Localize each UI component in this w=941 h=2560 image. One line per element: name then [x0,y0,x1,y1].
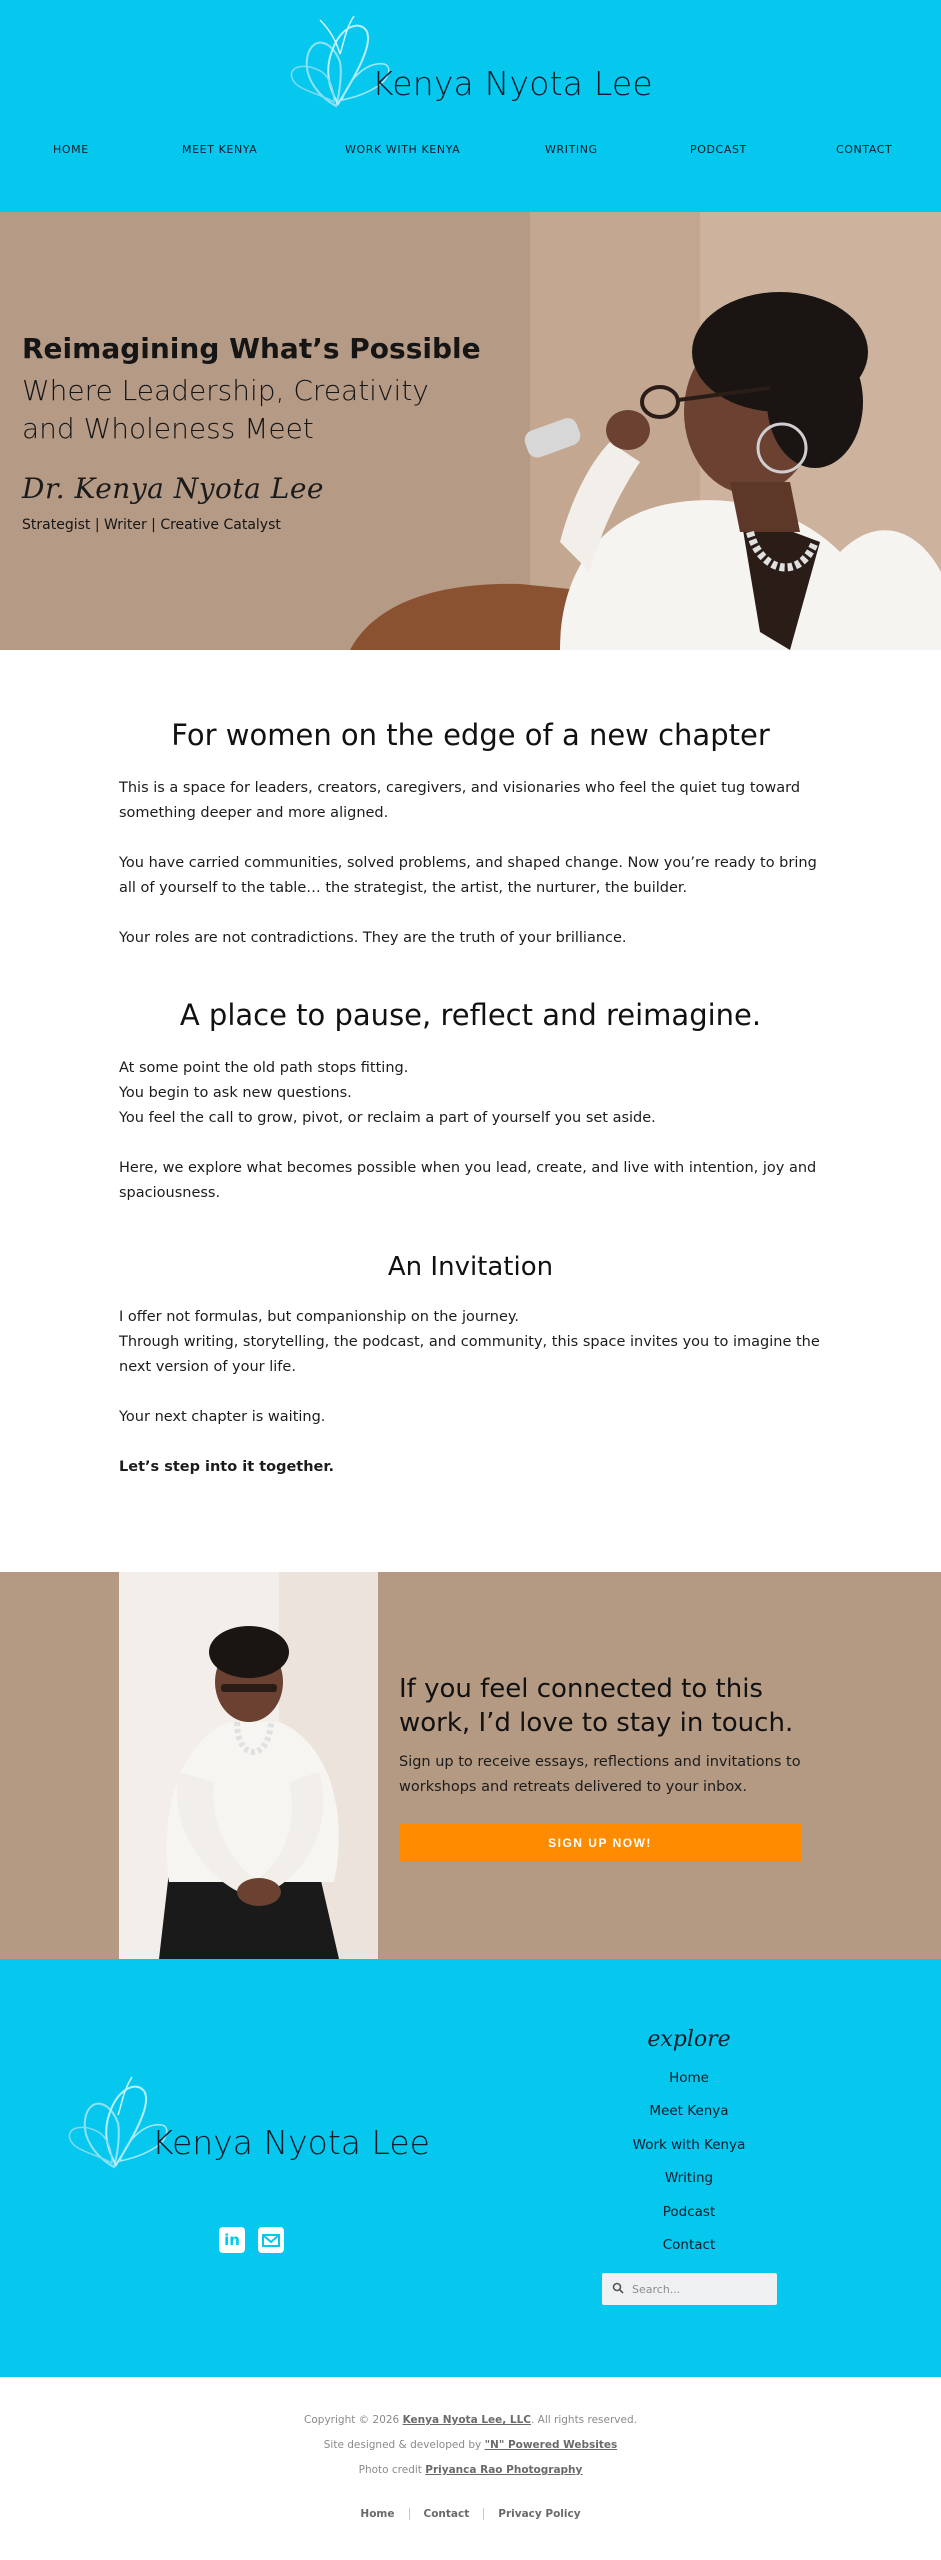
copyright-text: Copyright © 2026 [304,2414,403,2426]
paragraph: Here, we explore what becomes possible when you lead, create, and live with intention, joy and spaciousness. [119,1160,817,1201]
footer-link-podcast[interactable]: Podcast [662,2204,716,2220]
designer-credit [0,2439,941,2451]
hero-subtitle: Where Leadership, Creativity and Wholeness Meet [22,374,429,445]
photo-credit-link[interactable]: Priyanca Rao Photography [425,2464,583,2476]
bottom-nav-privacy[interactable]: Privacy Policy [498,2508,581,2520]
explore-heading: explore [647,2027,731,2052]
designer-text: Site designed & developed by [323,2439,485,2451]
section-heading-pause: A place to pause, reflect and reimagine. [179,998,762,1032]
bottom-nav-contact[interactable]: Contact [423,2508,470,2520]
footer-logo[interactable] [66,2067,446,2187]
hero-signature: Dr. Kenya Nyota Lee [22,472,324,505]
site-logo[interactable] [288,6,658,116]
portrait-photo [119,1572,378,1959]
footer-logo-text: Kenya Nyota Lee [152,2123,430,2162]
main-nav [0,143,941,161]
connect-section [0,1572,941,1959]
paragraph: You begin to ask new questions. [119,1085,352,1101]
linkedin-icon[interactable]: in [219,2227,245,2253]
bottom-nav-home[interactable]: Home [360,2508,395,2520]
email-icon[interactable] [258,2227,284,2253]
footer-link-home[interactable]: Home [669,2070,709,2086]
search-input[interactable] [632,2273,772,2305]
search-box [602,2273,777,2305]
site-logo-text: Kenya Nyota Lee [372,64,653,103]
copyright-bar [0,2377,941,2560]
connect-title: If you feel connected to this work, I’d love to stay in touch. [399,1674,794,1738]
nav-writing[interactable]: WRITING [545,143,598,156]
intro-section [0,650,941,1572]
copyright-link[interactable]: Kenya Nyota Lee, LLC [402,2414,531,2426]
nav-podcast[interactable]: PODCAST [690,143,747,156]
footer-link-work-with-kenya[interactable]: Work with Kenya [632,2137,746,2153]
paragraph: You feel the call to grow, pivot, or reclaim a part of yourself you set aside. [119,1110,656,1126]
paragraph: I offer not formulas, but companionship on the journey. [119,1309,519,1325]
copyright-suffix: . All rights reserved. [530,2414,637,2426]
nav-work-with-kenya[interactable]: WORK WITH KENYA [345,143,461,156]
section-heading-invitation: An Invitation [387,1252,554,1282]
hero-section [0,212,941,650]
designer-link[interactable]: "N" Powered Websites [484,2439,618,2451]
section-heading-new-chapter: For women on the edge of a new chapter [171,718,770,752]
paragraph: Through writing, storytelling, the podcast, and community, this space invites you to imagine the next version of your life. [119,1334,820,1375]
paragraph: This is a space for leaders, creators, caregivers, and visionaries who feel the quiet tug toward something deeper and more aligned. [119,780,801,821]
paragraph: Your next chapter is waiting. [119,1409,326,1425]
nav-contact[interactable]: CONTACT [836,143,893,156]
photo-credit-text: Photo credit [358,2464,426,2476]
paragraph-emphasis: Let’s step into it together. [119,1459,334,1475]
photo-credit [0,2464,941,2476]
footer-link-meet-kenya[interactable]: Meet Kenya [649,2103,729,2119]
footer-link-contact[interactable]: Contact [662,2237,716,2253]
nav-meet-kenya[interactable]: MEET KENYA [182,143,258,156]
paragraph: You have carried communities, solved problems, and shaped change. Now you’re ready to bring all of yourself to the table… the strategist, the artist, the nurturer, the builder. [119,855,817,896]
site-footer [0,1959,941,2377]
nav-home[interactable]: HOME [53,143,89,156]
paragraph: At some point the old path stops fitting. [119,1060,409,1076]
bottom-nav [0,2508,941,2520]
copyright-line [0,2414,941,2426]
footer-link-writing[interactable]: Writing [664,2170,714,2186]
search-icon[interactable] [612,2282,624,2294]
sign-up-button[interactable]: SIGN UP NOW! [399,1824,801,1862]
hero-title: Reimagining What’s Possible [22,332,481,365]
site-header [0,0,941,212]
paragraph: Your roles are not contradictions. They are the truth of your brilliance. [119,930,627,946]
connect-text: Sign up to receive essays, reflections and invitations to workshops and retreats delivered to your inbox. [399,1754,801,1795]
hero-roles: Strategist | Writer | Creative Catalyst [22,517,281,533]
